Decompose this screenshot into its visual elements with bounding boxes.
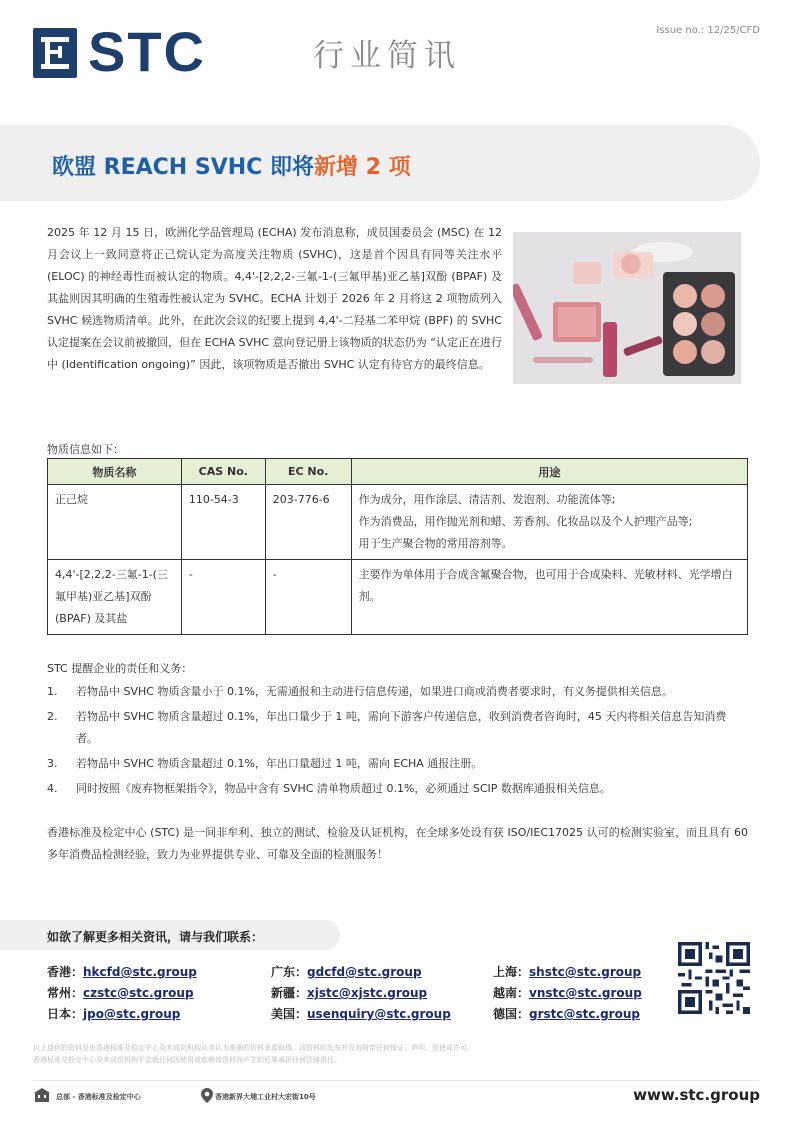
header-substance-name: 物质名称 (48, 459, 182, 485)
cell-substance-name: 4,4'-[2,2,2-三氟-1-(三氟甲基)亚乙基]双酚 (BPAF) 及其盐 (48, 560, 182, 635)
header-use: 用途 (351, 459, 747, 485)
use-line: 用于生产聚合物的常用溶剂等。 (358, 537, 513, 550)
location-pin-icon (201, 1088, 213, 1103)
email-link[interactable]: vnstc@stc.group (529, 986, 642, 1000)
email-link[interactable]: xjstc@xjstc.group (307, 986, 428, 1000)
list-item (47, 706, 748, 750)
disclaimer-line: 以上提供的资料是由香港标准及检定中心及其成员机构从其认为准确的资料来源取得。该资料的发布并没有附带任何保证、声明、促使或许可。 (33, 1044, 474, 1052)
table-header-row (48, 459, 748, 485)
email-link[interactable]: czstc@stc.group (83, 986, 194, 1000)
table-row (48, 485, 748, 560)
substance-table (47, 458, 748, 635)
issue-number: Issue no.: 12/25/CFD (656, 25, 760, 36)
contact-title: 如欲了解更多相关资讯，请与我们联系： (47, 930, 264, 944)
disclaimer (33, 1042, 474, 1066)
cell-substance-name: 正己烷 (48, 485, 182, 560)
contact-grid (47, 963, 667, 1025)
title-part-orange: 新增 2 项 (313, 155, 411, 180)
cell-ec-no: 203-776-6 (265, 485, 351, 560)
list-number: 2. (47, 710, 58, 723)
email-link[interactable]: grstc@stc.group (529, 1007, 640, 1021)
email-link[interactable]: usenquiry@stc.group (307, 1007, 451, 1021)
contact-germany: 德国：grstc@stc.group (493, 1007, 640, 1021)
list-text: 同时按照《废弃物框架指令》，物品中含有 SVHC 清单物质超过 0.1%，必须通过 SCIP 数据库通报相关信息。 (76, 782, 611, 795)
footer-divider (33, 1080, 759, 1081)
cell-cas-no: 110-54-3 (181, 485, 265, 560)
table-row (48, 560, 748, 635)
contact-vietnam: 越南：vnstc@stc.group (493, 986, 642, 1000)
list-item (47, 681, 748, 703)
brand-name: STC (88, 20, 206, 83)
building-icon (33, 1088, 51, 1102)
contact-changzhou: 常州：czstc@stc.group (47, 986, 194, 1000)
list-item (47, 753, 748, 775)
use-line: 作为消费品，用作抛光剂和蜡、芳香剂、化妆品以及个人护理产品等; (358, 515, 693, 528)
email-link[interactable]: hkcfd@stc.group (83, 965, 197, 979)
email-link[interactable]: shstc@stc.group (529, 965, 642, 979)
email-link[interactable]: gdcfd@stc.group (307, 965, 422, 979)
cosmetics-photo (513, 232, 741, 384)
list-item (47, 778, 748, 800)
cell-use: 主要作为单体用于合成含氟聚合物，也可用于合成染料、光敏材料、光学增白剂。 (351, 560, 747, 635)
contact-shanghai: 上海：shstc@stc.group (493, 965, 642, 979)
contact-usa: 美国：usenquiry@stc.group (271, 1007, 451, 1021)
page-title (52, 150, 411, 181)
list-text: 若物品中 SVHC 物质含量超过 0.1%，年出口量少于 1 吨，需向下游客户传递信息，收到消费者咨询时，45 天内将相关信息告知消费者。 (76, 710, 727, 745)
about-stc-paragraph: 香港标准及检定中心 (STC) 是一间非牟利、独立的测试、检验及认证机构，在全球多处设有获 ISO/IEC17025 认可的检测实验室，而且具有 60 多年消费品检测经验，致力为业界提供专业、可靠及全面的检测服务！ (47, 826, 748, 861)
contact-xinjiang: 新疆：xjstc@xjstc.group (271, 986, 428, 1000)
table-label: 物质信息如下： (47, 443, 124, 456)
footer-headquarters: 总部 - 香港标准及检定中心 (56, 1093, 141, 1101)
disclaimer-line: 香港标准及检定中心及其成员机构不会就任何因使用或依赖该资料而产生的后果承担任何法律责任。 (33, 1056, 341, 1064)
footer-address: 香港新界大埔工业村大宏街10号 (215, 1093, 316, 1101)
contact-japan: 日本：jpo@stc.group (47, 1007, 181, 1021)
list-text: 若物品中 SVHC 物质含量超过 0.1%，年出口量超过 1 吨，需向 ECHA 通报注册。 (76, 757, 483, 770)
list-number: 1. (47, 685, 58, 698)
header-ec-no: EC No. (265, 459, 351, 485)
stc-logo-mark (33, 28, 77, 78)
duties-title: STC 提醒企业的责任和义务： (47, 662, 193, 675)
cell-ec-no: - (265, 560, 351, 635)
list-number: 3. (47, 757, 58, 770)
cell-cas-no: - (181, 560, 265, 635)
header-cas-no: CAS No. (181, 459, 265, 485)
email-link[interactable]: jpo@stc.group (83, 1007, 181, 1021)
list-text: 若物品中 SVHC 物质含量小于 0.1%，无需通报和主动进行信息传递，如果进口商或消费者要求时，有义务提供相关信息。 (76, 685, 673, 698)
intro-paragraph: 2025 年 12 月 15 日，欧洲化学品管理局 (ECHA) 发布消息称，成员国委员会 (MSC) 在 12 月会议上一致同意将正己烷认定为高度关注物质 (SVHC)，这是首个因具有同等关注水平 (ELOC) 的神经毒性而被认定的物质。4,4'-[2,2,2-三氟-1-(三氟甲基)亚乙基]双酚 (BPAF) 及其盐则因其明确的生殖毒性被认定为 SVHC。ECHA 计划于 2026 年 2 月将这 2 项物质列入 SVHC 候选物质清单。此外，在此次会议的纪要上提到 4,4'-二羟基二苯甲烷 (BPF) 的 SVHC 认定提案在会议前被撤回，但在 ECHA SVHC 意向登记册上该物质的状态仍为 “认定正在进行中 (Identification ongoing)” 因此，该项物质是否撤出 SVHC 认定有待官方的最终信息。 (47, 226, 502, 371)
brief-title: 行业简讯 (313, 38, 461, 74)
title-part-blue: 欧盟 REACH SVHC 即将 (52, 155, 314, 180)
website-link[interactable]: www.stc.group (633, 1086, 760, 1104)
list-number: 4. (47, 782, 58, 795)
contact-guangdong: 广东：gdcfd@stc.group (271, 965, 422, 979)
duties-list (47, 681, 748, 803)
cell-use (351, 485, 747, 560)
contact-hong-kong: 香港：hkcfd@stc.group (47, 965, 197, 979)
use-line: 作为成分，用作涂层、清洁剂、发泡剂、功能流体等; (358, 493, 616, 506)
qr-code-icon[interactable] (678, 942, 750, 1014)
